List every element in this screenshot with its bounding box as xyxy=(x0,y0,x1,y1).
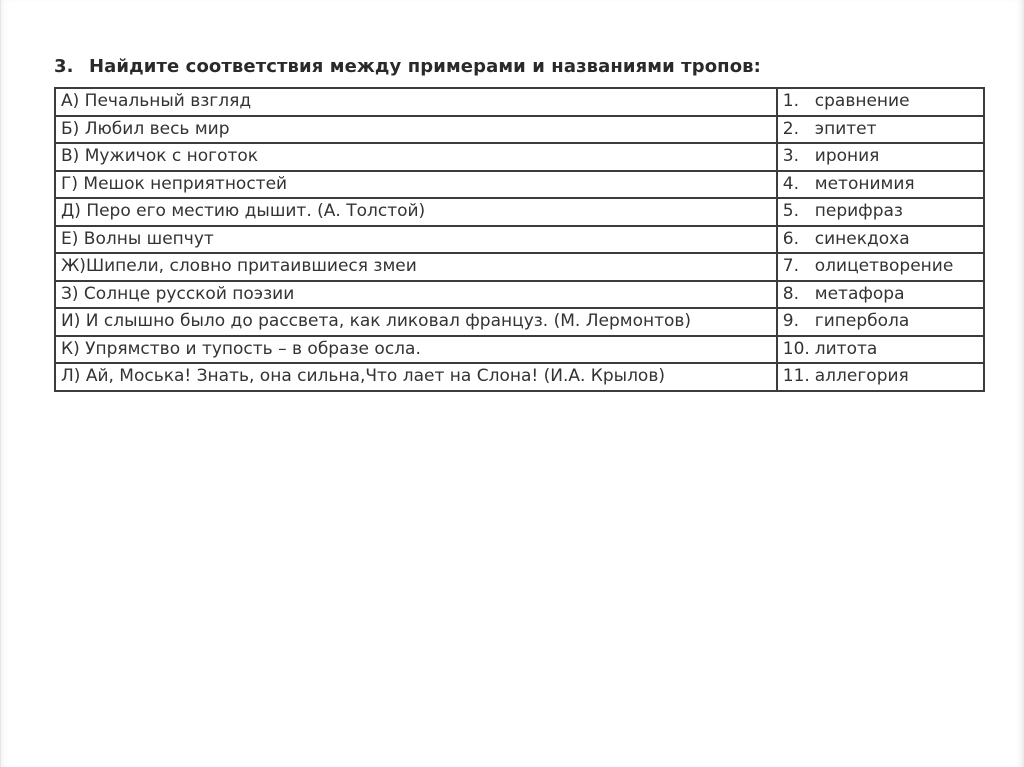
trope-cell xyxy=(777,308,984,336)
matching-table xyxy=(54,87,985,392)
trope-number: 7. xyxy=(782,256,799,277)
trope-name: перифраз xyxy=(814,201,903,222)
example-cell: Г) Мешок неприятностей xyxy=(55,171,777,199)
trope-number: 9. xyxy=(782,311,799,332)
trope-cell xyxy=(777,88,984,116)
example-cell: А) Печальный взгляд xyxy=(55,88,777,116)
trope-name: эпитет xyxy=(814,118,877,139)
trope-name: метонимия xyxy=(814,173,915,194)
trope-name: олицетворение xyxy=(814,256,954,277)
table-row xyxy=(55,88,984,116)
trope-number: 5. xyxy=(782,201,799,222)
table-row xyxy=(55,198,984,226)
trope-name: гипербола xyxy=(814,311,910,332)
trope-cell xyxy=(777,116,984,144)
example-cell: З) Солнце русской поэзии xyxy=(55,281,777,309)
example-cell: Д) Перо его местию дышит. (А. Толстой) xyxy=(55,198,777,226)
example-cell: Л) Ай, Моська! Знать, она сильна,Что лает на Слона! (И.А. Крылов) xyxy=(55,363,777,391)
trope-cell xyxy=(777,226,984,254)
trope-name: аллегория xyxy=(814,366,909,387)
trope-number: 3. xyxy=(782,146,799,167)
table-row xyxy=(55,226,984,254)
trope-cell xyxy=(777,171,984,199)
trope-name: ирония xyxy=(814,146,880,167)
table-row xyxy=(55,116,984,144)
trope-cell xyxy=(777,281,984,309)
table-row xyxy=(55,336,984,364)
example-cell: И) И слышно было до рассвета, как ликовал француз. (М. Лермонтов) xyxy=(55,308,777,336)
trope-number: 1. xyxy=(782,91,799,112)
task-number: 3. xyxy=(54,56,74,77)
trope-cell xyxy=(777,143,984,171)
trope-number: 6. xyxy=(782,228,799,249)
example-cell: В) Мужичок с ноготок xyxy=(55,143,777,171)
example-cell: К) Упрямство и тупость – в образе осла. xyxy=(55,336,777,364)
trope-cell xyxy=(777,336,984,364)
task-heading xyxy=(54,56,761,77)
trope-number: 11. xyxy=(782,366,810,387)
trope-name: литота xyxy=(814,338,878,359)
example-cell: Б) Любил весь мир xyxy=(55,116,777,144)
trope-number: 2. xyxy=(782,118,799,139)
task-title: Найдите соответствия между примерами и названиями тропов: xyxy=(89,56,761,77)
table-row xyxy=(55,253,984,281)
trope-cell xyxy=(777,363,984,391)
trope-number: 10. xyxy=(782,338,810,359)
trope-number: 4. xyxy=(782,173,799,194)
trope-name: сравнение xyxy=(814,91,910,112)
example-cell: Ж)Шипели, словно притаившиеся змеи xyxy=(55,253,777,281)
example-cell: Е) Волны шепчут xyxy=(55,226,777,254)
table-row xyxy=(55,363,984,391)
trope-name: синекдоха xyxy=(814,228,910,249)
trope-cell xyxy=(777,253,984,281)
table-row xyxy=(55,308,984,336)
trope-cell xyxy=(777,198,984,226)
table-row xyxy=(55,171,984,199)
table-row xyxy=(55,143,984,171)
trope-number: 8. xyxy=(782,283,799,304)
table-row xyxy=(55,281,984,309)
trope-name: метафора xyxy=(814,283,905,304)
